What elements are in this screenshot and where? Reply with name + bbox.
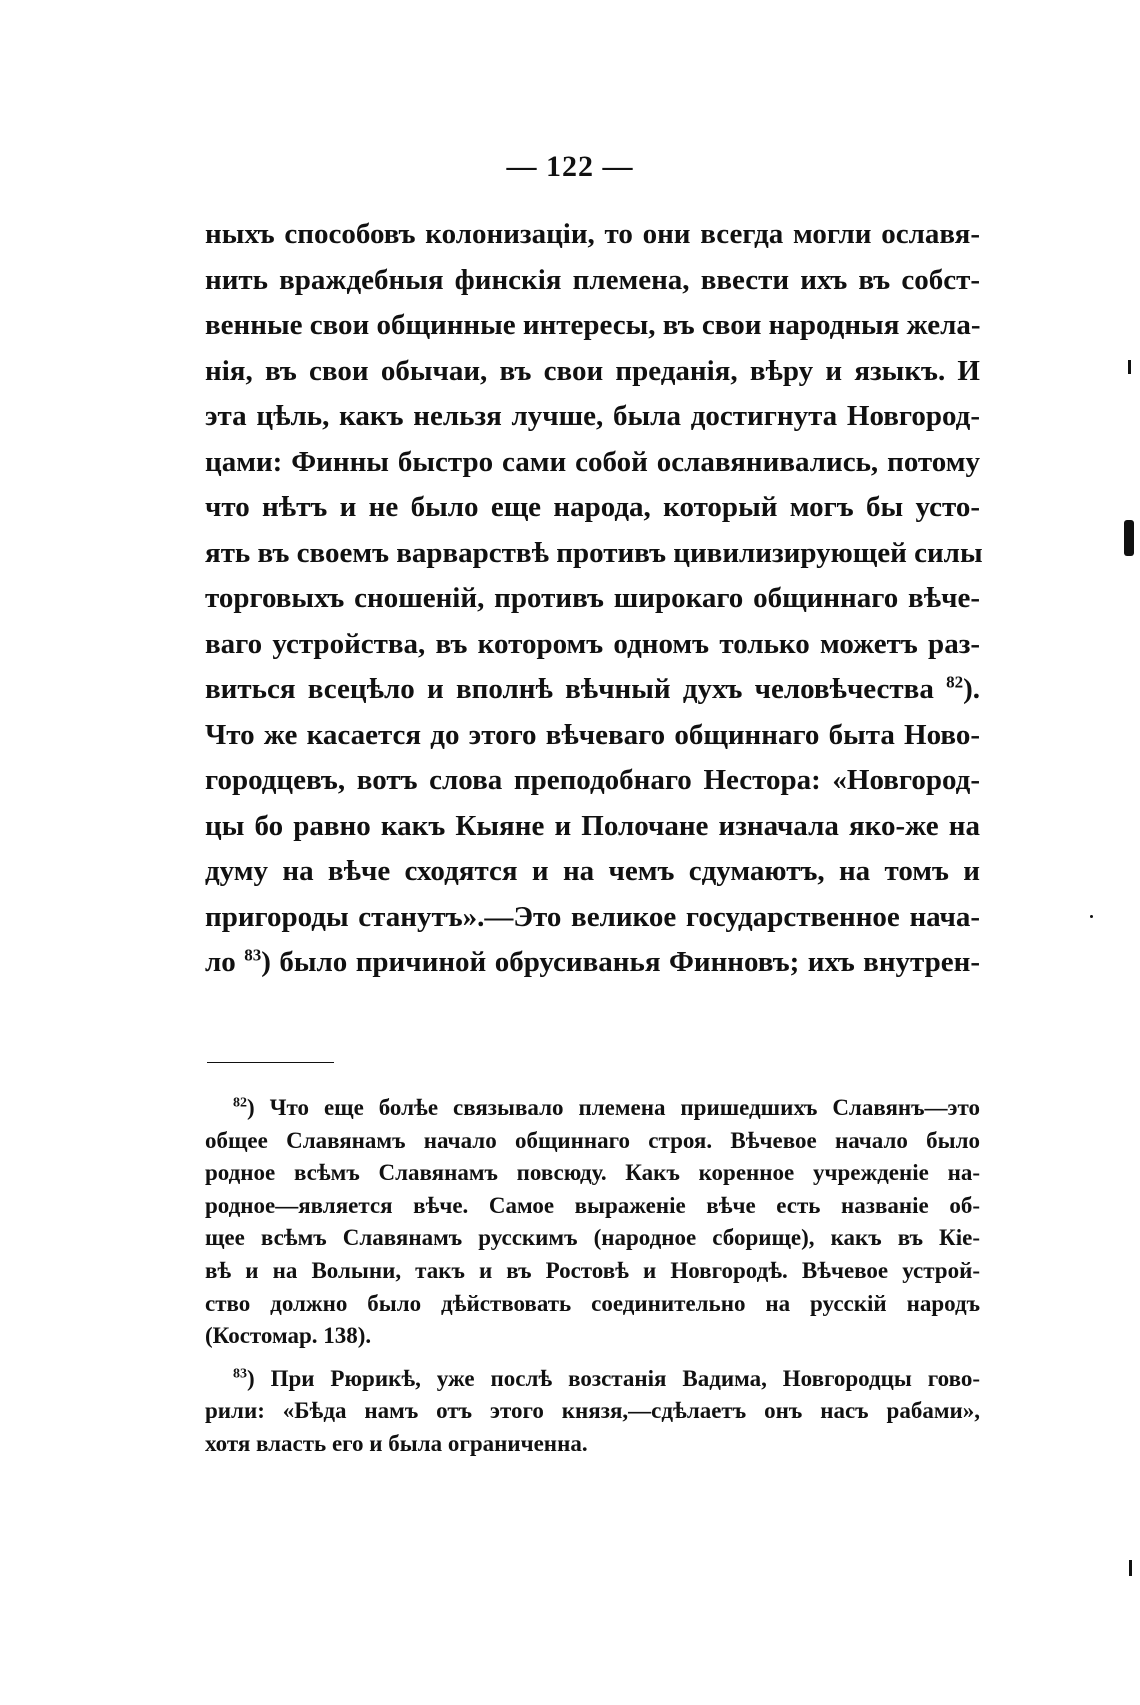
text-line: нить враждебныя финскія племена, ввести ихъ въ собст- [205,263,980,296]
text-line [205,667,980,713]
footnote-82-line: родное всѣмъ Славянамъ повсюду. Какъ коренное учрежденіе на- [205,1160,980,1186]
text-line-content: виться всецѣло и вполнѣ вѣчный духъ человѣчества [205,673,934,705]
footnote-82-marker: 82 [233,1095,247,1111]
scan-mark [1129,1560,1132,1576]
scan-mark [1128,360,1131,374]
footnote-82-line [205,1092,980,1125]
text-line: цами: Финны быстро сами собой ославянивались, потому [205,445,980,478]
text-line: ваго устройства, въ которомъ одномъ только можетъ раз- [205,627,980,660]
text-line: цы бо равно какъ Кыяне и Полочане изначала яко-же на [205,809,980,842]
ref-close: ) [261,946,271,978]
footnote-82-line: (Костомар. 138). [205,1323,372,1349]
footnote-83-marker: 83 [233,1366,247,1382]
scan-mark [1090,915,1093,918]
text-line: эта цѣль, какъ нельзя лучше, была достигнута Новгород- [205,400,980,432]
footnote-82-text: ) Что еще болѣе связывало племена пришедшихъ Славянъ—это [247,1095,980,1120]
text-line: ять въ своемъ варварствѣ противъ цивилизирующей силы [205,536,983,569]
footnote-83-line: рили: «Бѣда намъ отъ этого князя,—сдѣлаетъ онъ насъ рабами», [205,1398,980,1424]
footnote-ref-83[interactable]: 83 [244,945,262,965]
footnote-82-line: общее Славянамъ начало общиннаго строя. Вѣчевое начало было [205,1127,980,1153]
text-line: торговыхъ сношеній, противъ широкаго общиннаго вѣче- [205,582,980,614]
footnote-83-text: ) При Рюрикѣ, уже послѣ возстанія Вадима, Новгородцы гово- [247,1365,980,1391]
text-line: Что же касается до этого вѣчеваго общиннаго быта Ново- [205,718,980,751]
page-number: — 122 — [506,150,634,183]
text-line: ныхъ способовъ колонизаціи, то они всегда могли ославя- [205,218,980,250]
footnote-separator [207,1062,334,1063]
footnote-ref-82[interactable]: 82 [946,672,964,692]
footnote-82-line: вѣ и на Волыни, такъ и въ Ростовѣ и Новгородѣ. Вѣчевое устрой- [205,1257,980,1283]
text-line: пригороды станутъ».—Это великое государственное нача- [205,900,980,933]
text-line: думу на вѣче сходятся и на чемъ сдумаютъ, на томъ и [205,855,980,887]
text-line [205,940,980,986]
footnote-83-line [205,1363,980,1396]
text-line: нія, въ свои обычаи, въ свои преданія, вѣру и языкъ. И [205,354,980,387]
main-text [205,212,983,986]
scan-mark [1124,520,1134,556]
footnote-82-line: родное—является вѣче. Самое выраженіе вѣче есть названіе об- [205,1192,980,1218]
footnotes [205,1092,980,1461]
text-line-start: ло [205,946,236,978]
footnote-82-line: щее всѣмъ Славянамъ русскимъ (народное сборище), какъ въ Кіе- [205,1225,980,1251]
ref-close: ). [963,673,981,705]
text-line: что нѣтъ и не было еще народа, который могъ бы усто- [205,491,980,523]
footnote-82-line: ство должно было дѣйствовать соединительно на русскій народъ [205,1290,980,1316]
text-line-end: было причиной обрусиванья Финновъ; ихъ внутрен- [279,946,981,978]
text-line: городцевъ, вотъ слова преподобнаго Нестора: «Новгород- [205,764,980,796]
footnote-gap [205,1353,980,1363]
footnote-83-line: хотя власть его и была ограниченна. [205,1430,588,1456]
text-line: венные свои общинные интересы, въ свои народныя жела- [205,309,981,341]
